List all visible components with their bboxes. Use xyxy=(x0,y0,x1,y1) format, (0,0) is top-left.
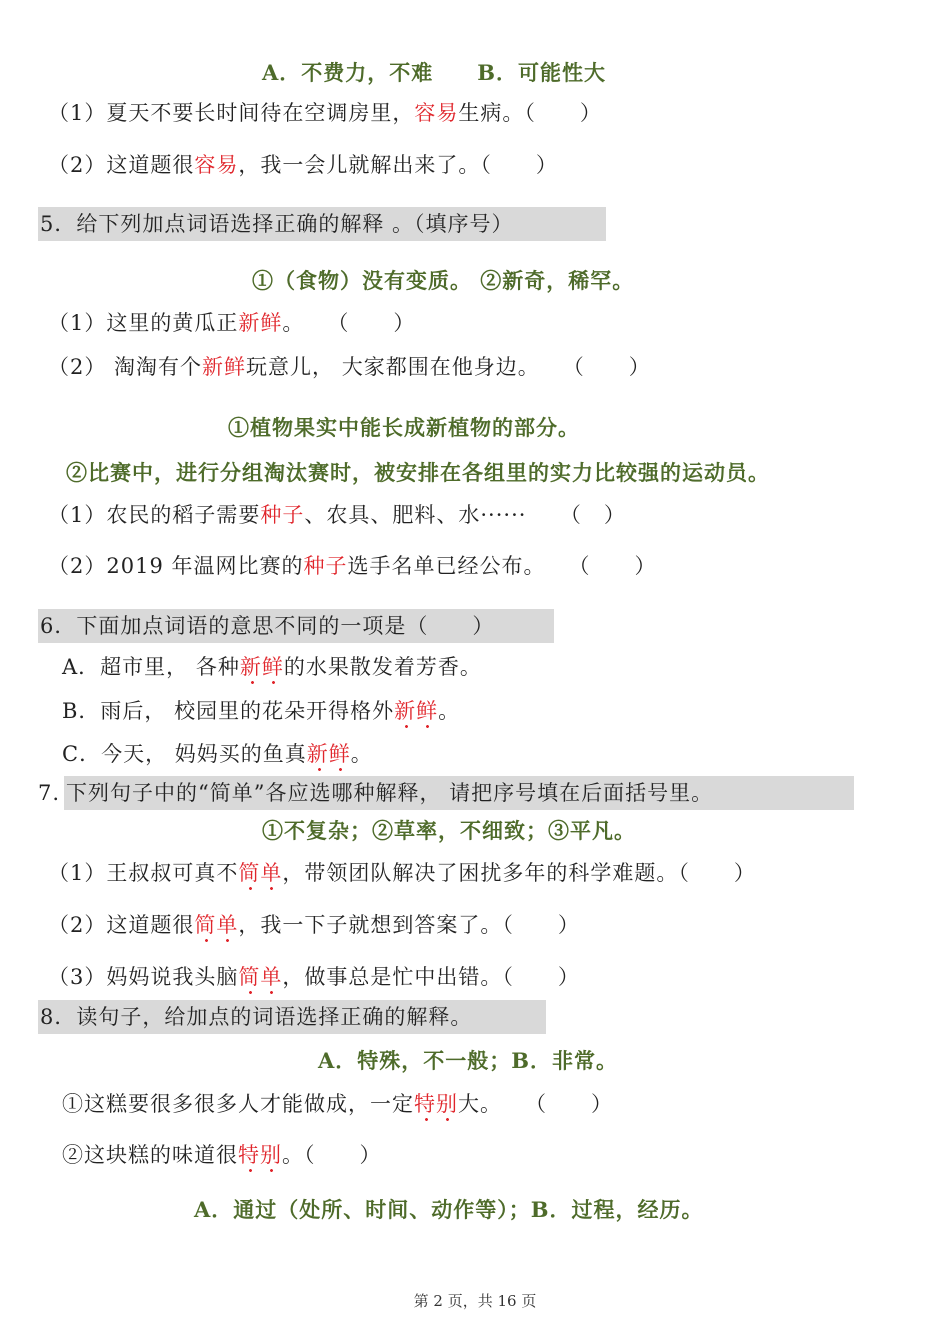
q7-item-1: （1）王叔叔可真不简单，带领团队解决了困扰多年的科学难题。（ ） xyxy=(48,861,756,885)
keyword: 种子 xyxy=(303,554,348,578)
q7-item-2: （2）这道题很简单，我一下子就想到答案了。（ ） xyxy=(48,913,580,937)
keyword: 容易 xyxy=(414,101,459,125)
q4-options: A．不费力，不难 B．可能性大 xyxy=(262,60,607,85)
keyword: 特别 xyxy=(238,1143,282,1167)
keyword: 简单 xyxy=(194,913,239,937)
q7-title: 下列句子中的“简单”各应选哪种解释， 请把序号填在后面括号里。 xyxy=(64,776,854,810)
q6-option-c: C．今天， 妈妈买的鱼真新鲜。 xyxy=(62,742,373,766)
q5-item-3: （1）农民的稻子需要种子、农具、肥料、水······ （ ） xyxy=(48,503,626,527)
q8-options-1: A．特殊，不一般；B．非常。 xyxy=(318,1048,619,1073)
q4-item-2: （2）这道题很容易，我一会儿就解出来了。（ ） xyxy=(48,153,558,177)
q8-options-2: A．通过（处所、时间、动作等）；B．过程，经历。 xyxy=(194,1197,704,1222)
q7-item-3: （3）妈妈说我头脑简单，做事总是忙中出错。（ ） xyxy=(48,965,580,989)
q8-item-1: ①这糕要很多很多人才能做成，一定特别大。 （ ） xyxy=(62,1092,613,1116)
keyword: 容易 xyxy=(194,153,239,177)
keyword: 种子 xyxy=(260,503,305,527)
keyword: 简单 xyxy=(238,965,283,989)
keyword: 新鲜 xyxy=(238,311,283,335)
q6-option-b: B．雨后， 校园里的花朵开得格外新鲜。 xyxy=(62,699,461,723)
keyword: 新鲜 xyxy=(239,655,284,679)
q8-title: 8．读句子，给加点的词语选择正确的解释。 xyxy=(38,1000,546,1034)
q5-item-4: （2）2019 年温网比赛的种子选手名单已经公布。 （ ） xyxy=(48,554,657,578)
q6-title: 6．下面加点词语的意思不同的一项是（ ） xyxy=(38,609,554,643)
q7-number: 7. xyxy=(38,781,61,805)
q5-options-1: ①（食物）没有变质。 ②新奇，稀罕。 xyxy=(252,268,635,293)
q5-options-2a: ①植物果实中能长成新植物的部分。 xyxy=(228,415,580,440)
q7-options: ①不复杂；②草率，不细致；③平凡。 xyxy=(262,818,636,843)
q6-option-a: A．超市里， 各种新鲜的水果散发着芳香。 xyxy=(62,655,482,679)
q5-item-1: （1）这里的黄瓜正新鲜。 （ ） xyxy=(48,311,416,335)
q5-options-2b: ②比赛中，进行分组淘汰赛时，被安排在各组里的实力比较强的运动员。 xyxy=(66,460,770,485)
q5-item-2: （2） 淘淘有个新鲜玩意儿， 大家都围在他身边。 （ ） xyxy=(48,355,651,379)
q4-item-1: （1）夏天不要长时间待在空调房里，容易生病。（ ） xyxy=(48,101,602,125)
keyword: 新鲜 xyxy=(202,355,247,379)
q5-title: 5．给下列加点词语选择正确的解释 。（填序号） xyxy=(38,207,606,241)
keyword: 新鲜 xyxy=(394,699,439,723)
keyword: 新鲜 xyxy=(306,742,351,766)
keyword: 简单 xyxy=(238,861,283,885)
keyword: 特别 xyxy=(414,1092,458,1116)
q8-item-2: ②这块糕的味道很特别。（ ） xyxy=(62,1143,382,1167)
page-footer: 第 2 页，共 16 页 xyxy=(413,1292,537,1310)
